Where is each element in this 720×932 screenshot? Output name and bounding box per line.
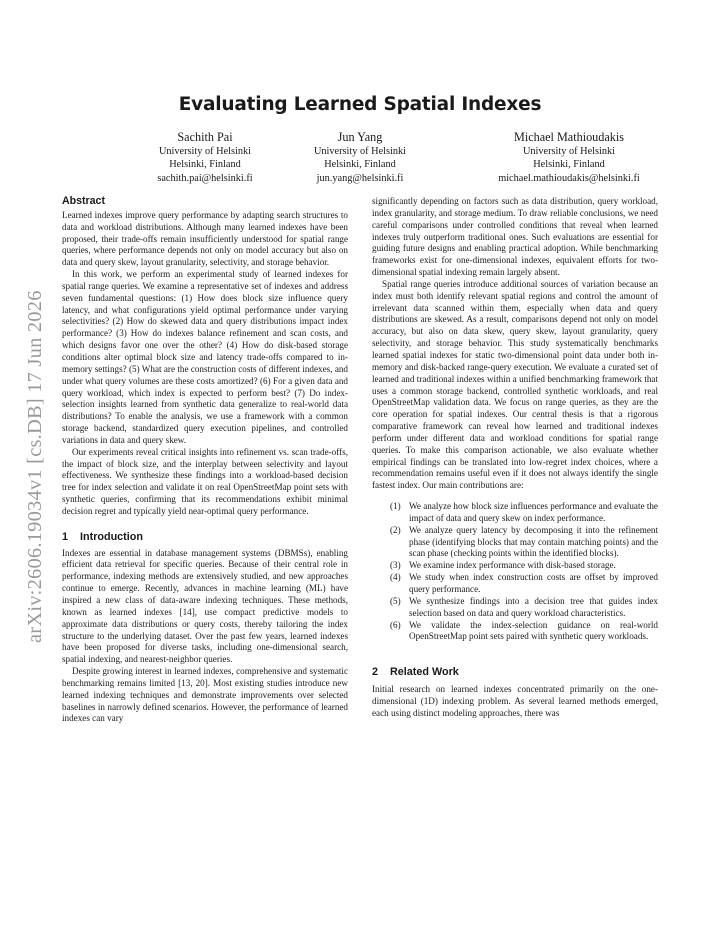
list-number: (4) — [390, 572, 401, 583]
author-email: jun.yang@helsinki.fi — [316, 172, 404, 184]
right-column — [372, 196, 658, 720]
body-paragraph: significantly depending on factors such as data distribution, query workload, index granularity, and storage medium. To draw reliable conclusions, we need careful comparisons under controlled conditions that reveal when learned indexes truly outperform traditional ones. Such evaluations are essential for guiding future designs and enabling practical adoption. While benchmarking frameworks exist for one-dimensional indexes, equivalent efforts for two-dimensional spatial indexing remain largely absent. — [372, 196, 658, 278]
author-location: Helsinki, Finland — [324, 159, 396, 171]
author-name: Michael Mathioudakis — [513, 130, 624, 144]
abstract-paragraph: Our experiments reveal critical insights into refinement vs. scan trade-offs, the impact of block size, and the interplay between selectivity and layout effectiveness. We synthesize these findings into a workload-based decision tree for index selection and validate it on real OpenStreetMap point sets with synthetic queries, confirming that its recommendations exhibit minimal decision regret and typically yield near-optimal query performance. — [62, 446, 348, 516]
section-heading-introduction — [62, 532, 348, 544]
body-paragraph: Initial research on learned indexes concentrated primarily on the one-dimensional (1D) indexing problem. As several learned methods emerged, each using distinct modeling approaches, there was — [372, 684, 658, 718]
body-paragraph: Despite growing interest in learned indexes, comprehensive and systematic benchmarking remains limited [13, 20]. Most existing studies introduce new learned indexing techniques and demonstrate improvements over selected baselines in narrowly defined scenarios. However, the performance of learned indexes can vary — [62, 666, 348, 724]
list-item — [390, 525, 658, 561]
list-text: We study when index construction costs are offset by improved query performance. — [409, 572, 658, 594]
list-number: (3) — [390, 560, 401, 571]
list-number: (1) — [390, 501, 401, 512]
section-number: 2 — [372, 666, 379, 679]
section-heading-related-work — [372, 667, 658, 679]
abstract-heading: Abstract — [62, 195, 105, 207]
list-number: (2) — [390, 524, 401, 535]
list-text: We synthesize findings into a decision tree that guides index selection based on data and query workload characteristics. — [409, 595, 658, 618]
list-text: We analyze how block size influences performance and evaluate the impact of data and query skew on index performance. — [409, 501, 658, 523]
contributions-list — [372, 501, 658, 643]
author-name: Sachith Pai — [177, 130, 233, 144]
abstract-paragraph: In this work, we perform an experimental study of learned indexes for spatial range queries. We examine a representative set of indexes and address seven fundamental questions: (1) How does block size influence query latency, and what configurations yield optimal performance under varying selectivities? (2) How do skewed data and query distributions impact index performance? (3) How do indexes balance refinement and scan costs, and which designs favor one over the other? (4) How do disk-based storage conditions alter optimal block size and latency trade-offs compared to in-memory settings? (5) What are the construction costs of different indexes, and under what query volumes are these costs amortized? (6) For a given data and query workload, which index is expected to perform best? (7) Do index-selection insights learned from synthetic data generalize to real-world data distributions? To enable the analysis, we use a framework with a common storage backend, standardized query execution pipelines, and controlled variations in data and query skew. — [62, 269, 348, 445]
list-text: We analyze query latency by decomposing it into the refinement phase (identifying blocks that may contain matching points) and the scan phase (checking points within the identified blocks). — [409, 524, 658, 559]
list-item — [390, 572, 658, 596]
section-number: 1 — [62, 530, 69, 543]
arxiv-stamp: arXiv:2606.19034v1 [cs.DB] 17 Jun 2026 — [24, 290, 46, 643]
paper-title: Evaluating Learned Spatial Indexes — [178, 94, 542, 115]
author-location: Helsinki, Finland — [169, 159, 241, 171]
section-title: Introduction — [80, 530, 143, 543]
left-column — [62, 196, 348, 725]
list-number: (6) — [390, 619, 401, 630]
body-paragraph: Spatial range queries introduce additional sources of variation because an index must both identify relevant spatial regions and control the amount of irrelevant data scanned within them, especially when data and query distributions are skewed. As a result, comparisons depend not only on model accuracy, but also on data skew, query skew, layout granularity, query selectivity, and storage behavior. This study systematically benchmarks learned spatial indexes for static two-dimensional point data under both in-memory and disk-backed range-query execution. We evaluate a curated set of learned and traditional indexes within a unified benchmarking framework that uses a common storage backend, controlled synthetic workloads, and real OpenStreetMap validation data. We focus on range queries, as they are the core operation for spatial indexes. Our central thesis is that a rigorous comparative framework can reveal how learned and traditional indexes perform under different data and workload conditions for spatial range queries. To make this comparison actionable, we also evaluate whether empirical findings can be translated into low-regret index choices, where a recommendation remains useful even if it does not always identify the single fastest index. Our main contributions are: — [372, 278, 658, 491]
list-item — [390, 596, 658, 620]
list-item — [390, 560, 658, 572]
list-item — [390, 501, 658, 525]
author-name: Jun Yang — [337, 130, 383, 144]
author-affiliation: University of Helsinki — [158, 146, 252, 157]
list-item — [390, 620, 658, 644]
list-text: We validate the index-selection guidance on real-world OpenStreetMap point sets paired with synthetic query workloads. — [409, 619, 658, 642]
author-email: sachith.pai@helsinki.fi — [157, 172, 253, 184]
author-affiliation: University of Helsinki — [522, 146, 616, 157]
author-affiliation: University of Helsinki — [313, 146, 407, 157]
list-number: (5) — [390, 595, 401, 606]
body-paragraph: Indexes are essential in database management systems (DBMSs), enabling efficient data retrieval for specific queries. Because of their central role in performance, indexing methods are extensively studied, and new approaches continue to emerge. Recently, advances in machine learning (ML) have inspired a new class of data-aware indexing techniques. These methods, known as learned indexes [14], use compact predictive models to approximate data distributions or query costs, thereby tailoring the index structure to the underlying dataset. Over the past few years, learned indexes have been proposed for diverse tasks, including one-dimensional search, spatial indexing, and nearest-neighbor queries. — [62, 547, 348, 665]
author-location: Helsinki, Finland — [533, 159, 605, 171]
author-email: michael.mathioudakis@helsinki.fi — [498, 172, 640, 184]
author-block-3 — [451, 130, 687, 185]
list-text: We examine index performance with disk-based storage. — [409, 560, 616, 571]
author-block-2 — [250, 130, 470, 185]
abstract-paragraph: Learned indexes improve query performance by adapting search structures to data and workload distributions. Although many learned indexes have been proposed, their trade-offs remain insufficiently understood for spatial range queries, where performance depends not only on model accuracy but also on data and query skew, layout granularity, selectivity, and storage behavior. — [62, 209, 348, 268]
section-title: Related Work — [390, 666, 459, 679]
